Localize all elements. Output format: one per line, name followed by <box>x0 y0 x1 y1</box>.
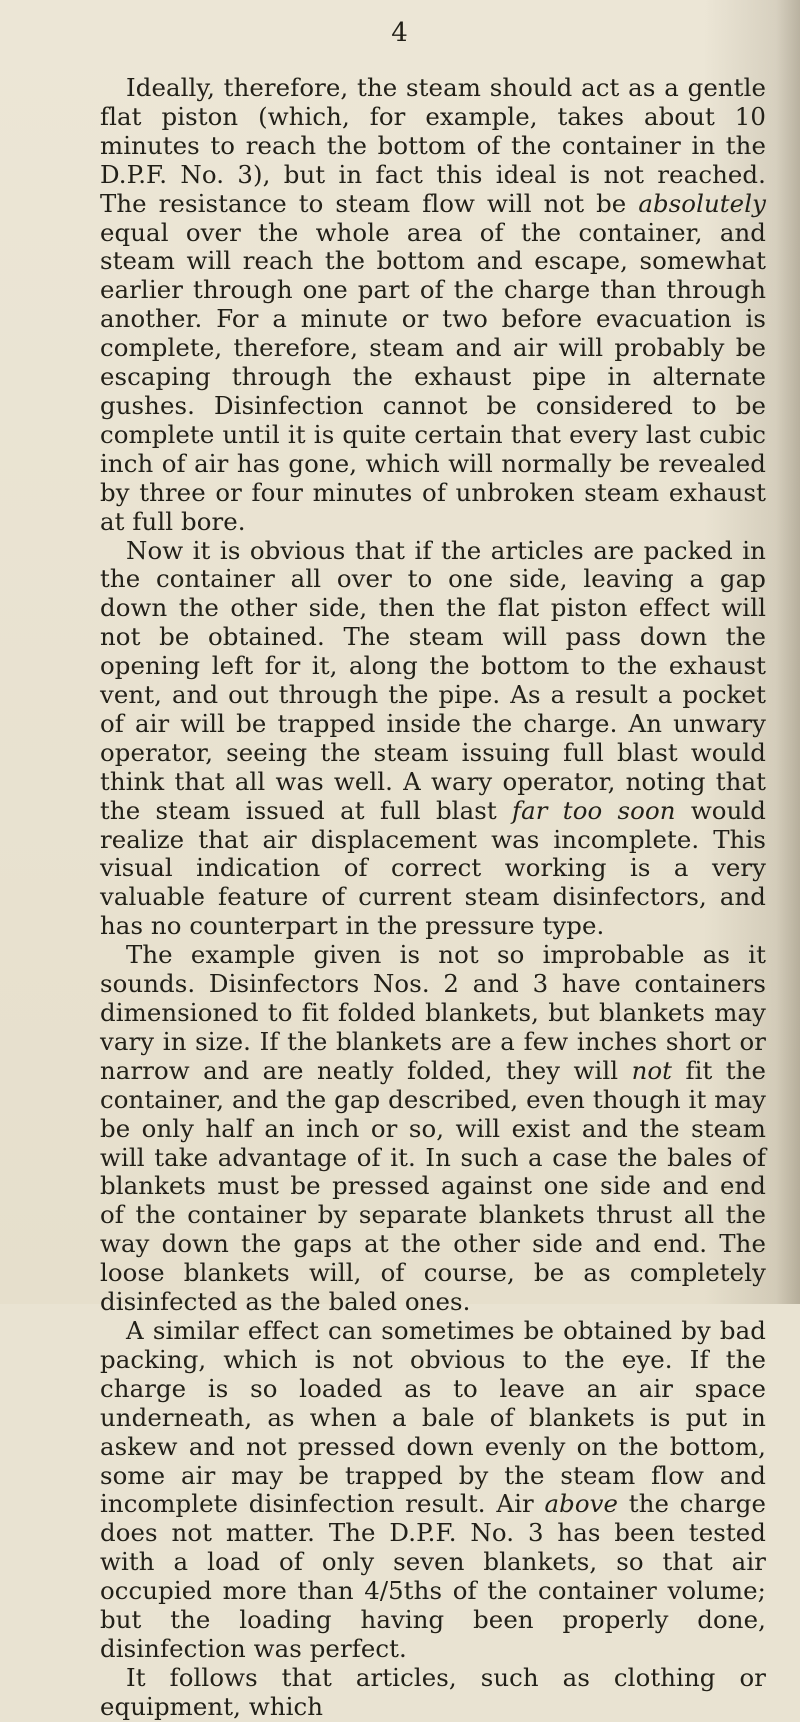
paragraph <box>100 74 766 537</box>
text-run: Ideally, therefore, the steam should act as a gentle flat piston (which, for example, takes about 10 minutes to reach the bottom of the container in the D.P.F. No. 3), but in fact this ideal is not reached. The resistance to steam flow will not be <box>100 73 766 218</box>
italic-text-run: above <box>544 1489 619 1519</box>
text-run: fit the container, and the gap described, even though it may be only half an inch or so, will exist and the steam will take advantage of it. In such a case the bales of blankets must be pressed against one side and end of the container by separate blankets thrust all the way down the gaps at the other side and end. The loose blankets will, of course, be as completely disinfected as the baled ones. <box>100 1055 766 1317</box>
page-number: 4 <box>391 18 409 48</box>
text-run: It follows that articles, such as clothing or equipment, which <box>100 1662 766 1721</box>
body-text <box>100 74 766 1722</box>
paragraph <box>100 1317 766 1664</box>
paragraph <box>100 1664 766 1722</box>
paragraph <box>100 537 766 942</box>
text-run: the charge does not matter. The D.P.F. No. 3 has been tested with a load of only seven blankets, so that air occupied more than 4/5ths of the container volume; but the loading having been properly done, disinfection was perfect. <box>100 1489 766 1663</box>
text-run: Now it is obvious that if the articles are packed in the container all over to one side, leaving a gap down the other side, then the flat piston effect will not be obtained. The steam will pass down the opening left for it, along the bottom to the exhaust vent, and out through the pipe. As a result a pocket of air will be trapped inside the charge. An unwary operator, seeing the steam issuing full blast would think that all was well. A wary operator, noting that the steam issued at full blast <box>100 535 766 825</box>
text-run: A similar effect can sometimes be obtained by bad packing, which is not obvious to the eye. If the charge is so loaded as to leave an air space underneath, as when a bale of blankets is put in askew and not pressed down evenly on the bottom, some air may be trapped by the steam flow and incomplete disinfection result. Air <box>100 1315 766 1519</box>
paragraph <box>100 941 766 1317</box>
text-run: would realize that air displacement was incomplete. This visual indication of correct working is a very valuable feature of current steam disinfectors, and has no counterpart in the pressure type. <box>100 795 766 941</box>
italic-text-run: not <box>631 1055 673 1085</box>
text-run: equal over the whole area of the container, and steam will reach the bottom and escape, somewhat earlier through one part of the charge than through another. For a minute or two before evacuation is complete, therefore, steam and air will probably be escaping through the exhaust pipe in alternate gushes. Disinfection cannot be considered to be complete until it is quite certain that every last cubic inch of air has gone, which will normally be revealed by three or four minutes of unbroken steam exhaust at full bore. <box>100 217 766 536</box>
text-run: The example given is not so improbable as it sounds. Disinfectors Nos. 2 and 3 have containers dimensioned to fit folded blankets, but blankets may vary in size. If the blankets are a few inches short or narrow and are neatly folded, they will <box>100 940 766 1085</box>
italic-text-run: absolutely <box>638 188 766 218</box>
italic-text-run: far too soon <box>512 795 676 825</box>
